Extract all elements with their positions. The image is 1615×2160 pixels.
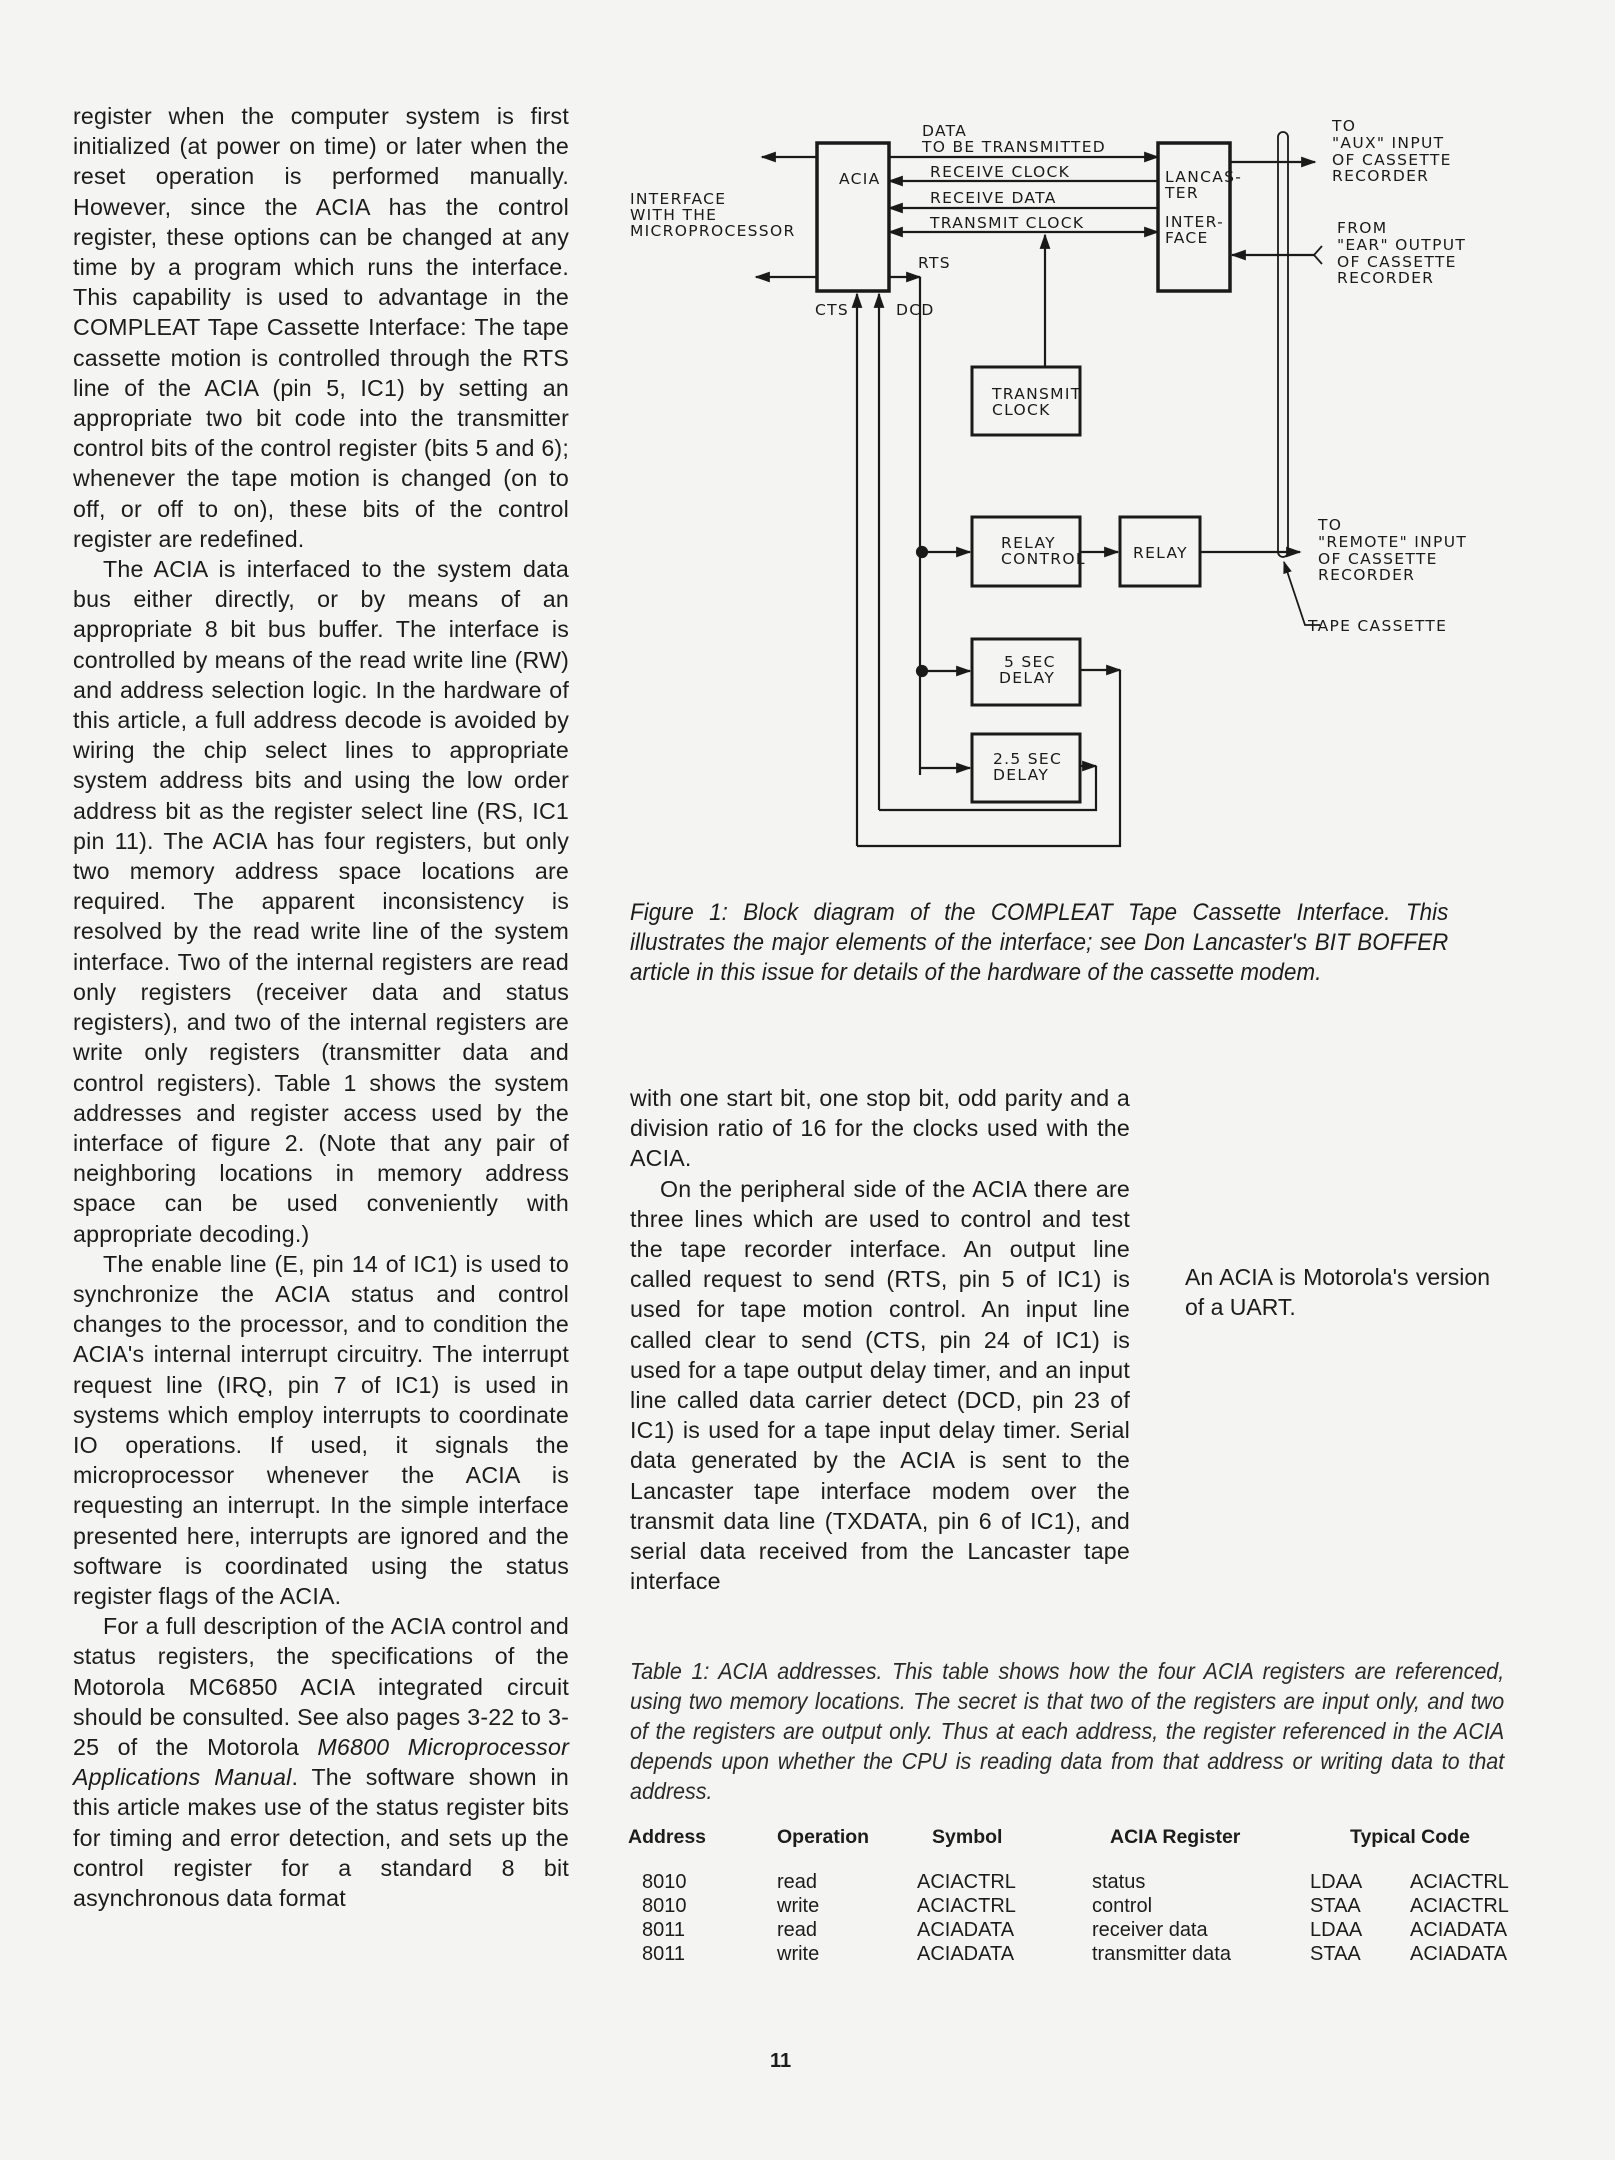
label-aux: OF CASSETTE: [1332, 151, 1452, 169]
label-remote: RECORDER: [1318, 566, 1416, 584]
cell-symbol: ACIADATA: [917, 1919, 1015, 1941]
label-delay-2-5: DELAY: [993, 766, 1050, 784]
cell-opcode: STAA: [1310, 1895, 1361, 1917]
middle-column: [630, 1083, 1130, 1596]
label-ear: RECORDER: [1337, 269, 1435, 287]
cell-symbol: ACIADATA: [917, 1943, 1015, 1965]
label-aux: "AUX" INPUT: [1332, 134, 1445, 152]
label-delay-2-5: 2.5 SEC: [993, 750, 1063, 768]
label-remote: "REMOTE" INPUT: [1318, 533, 1468, 551]
table-header-row: [628, 1826, 1550, 1870]
cell-operand: ACIADATA: [1410, 1919, 1508, 1941]
left-column: [73, 101, 569, 1913]
label-lancaster: INTER-: [1165, 213, 1224, 231]
label-relay: RELAY: [1133, 544, 1188, 562]
label-receive-data: RECEIVE DATA: [930, 189, 1057, 207]
paragraph: The enable line (E, pin 14 of IC1) is used to synchronize the ACIA status and control changes to the processor, and to condition the ACIA's internal interrupt circuitry. The interrupt request line (IRQ, pin 7 of IC1) is used in systems which employ interrupts to coordinate IO operations. If used, it signals the microprocessor whenever the ACIA is requesting an interrupt. In the simple interface presented here, interrupts are ignored and the software is coordinated using the status register flags of the ACIA.: [73, 1250, 569, 1609]
acia-box: [817, 143, 889, 291]
label-aux: RECORDER: [1332, 167, 1430, 185]
paragraph: with one start bit, one stop bit, odd parity and a division ratio of 16 for the clocks used with the ACIA.: [630, 1085, 1130, 1172]
label-ear: OF CASSETTE: [1337, 253, 1457, 271]
cell-opcode: STAA: [1310, 1943, 1361, 1965]
table-caption: Table 1: ACIA addresses. This table shows how the four ACIA registers are referenced, using two memory locations. The secret is that two of the registers are input only, and two of the registers are output only. Thus at each address, the register referenced in the ACIA depends upon whether the CPU is reading data from that address or writing data to that address.: [630, 1658, 1505, 1804]
cell-acia-register: status: [1092, 1871, 1146, 1893]
paragraph: The ACIA is interfaced to the system data bus either directly, or by means of an appropriate 8 bit bus buffer. The interface is controlled by means of the read write line (RW) and address selection logic. In the hardware of this article, a full address decode is avoided by wiring the chip select lines to appropriate system address bits and using the low order address bit as the register select line (RS, IC1 pin 11). The ACIA has four registers, but only two memory address space locations are required. The apparent inconsistency is resolved by the read write line of the system interface. Two of the internal registers are read only registers (receiver data and status registers), and two of the internal registers are write only registers (transmitter data and control registers). Table 1 shows the system addresses and register access used by the interface of figure 2. (Note that any pair of neighboring locations in memory address space can be used conveniently with appropriate decoding.): [73, 556, 569, 1247]
paragraph: On the peripheral side of the ACIA there are three lines which are used to control and test the tape recorder interface. An output line called request to send (RTS, pin 5 of IC1) is used for tape motion control. An input line called clear to send (CTS, pin 24 of IC1) is used for a tape output delay timer, and an input line called data carrier detect (DCD, pin 23 of IC1) is used for a tape input delay timer. Serial data generated by the ACIA is sent to the Lancaster tape interface modem over the transmit data line (TXDATA, pin 6 of IC1), and serial data received from the Lancaster tape interface: [630, 1175, 1130, 1595]
table-row: [628, 1942, 1550, 1966]
label-data: TO BE TRANSMITTED: [922, 138, 1107, 156]
cell-operation: read: [777, 1919, 818, 1941]
tape-cassette-outline: [1278, 132, 1288, 557]
cell-operation: read: [777, 1871, 818, 1893]
cell-acia-register: receiver data: [1092, 1919, 1208, 1941]
table-row: [628, 1894, 1550, 1918]
cell-address: 8011: [642, 1919, 686, 1941]
cell-opcode: LDAA: [1310, 1919, 1363, 1941]
figure-caption: Figure 1: Block diagram of the COMPLEAT Tape Cassette Interface. This illustrates the major elements of the interface; see Don Lancaster's BIT BOFFER article in this issue for details of the hardware of the cassette modem.: [630, 899, 1449, 986]
label-interface-with: WITH THE: [630, 206, 718, 224]
label-transmit-clock-line: TRANSMIT CLOCK: [930, 214, 1085, 232]
sidebar-note: An ACIA is Motorola's version of a UART.: [1185, 1264, 1490, 1320]
cell-symbol: ACIACTRL: [917, 1895, 1016, 1917]
acia-address-table: [628, 1826, 1550, 1966]
header-acia-register: ACIA Register: [1110, 1826, 1241, 1848]
label-acia: ACIA: [839, 170, 881, 188]
paragraph: [73, 1611, 569, 1913]
label-relay-control: RELAY: [1001, 534, 1056, 552]
label-cts: CTS: [815, 301, 850, 319]
paragraph: register when the computer system is first initialized (at power on time) or later when the reset operation is performed manually. However, since the ACIA has the control register, these options can be changed at any time by a program which runs the interface. This capability is used to advantage in the COMPLEAT Tape Cassette Interface: The tape cassette motion is controlled through the RTS line of the ACIA (pin 5, IC1) by setting an appropriate two bit code into the transmitter control bits of the control register (bits 5 and 6); whenever the tape motion is changed (on to off, or off to on), these bits of the control register are redefined.: [73, 103, 569, 552]
label-lancaster: FACE: [1165, 229, 1209, 247]
cell-acia-register: transmitter data: [1092, 1943, 1231, 1965]
header-typical-code: Typical Code: [1350, 1826, 1470, 1848]
header-address: Address: [628, 1826, 707, 1848]
label-transmit-clock-box: TRANSMIT: [992, 385, 1082, 403]
label-rts: RTS: [918, 254, 951, 272]
page-number: 11: [770, 2050, 792, 2072]
table-row: [628, 1870, 1550, 1894]
cell-operand: ACIACTRL: [1410, 1871, 1509, 1893]
cell-opcode: LDAA: [1310, 1871, 1363, 1893]
cell-address: 8011: [642, 1943, 686, 1965]
header-symbol: Symbol: [932, 1826, 1003, 1848]
label-ear: "EAR" OUTPUT: [1337, 236, 1467, 254]
label-interface-with: MICROPROCESSOR: [630, 222, 796, 240]
table-row: [628, 1918, 1550, 1942]
cell-acia-register: control: [1092, 1895, 1153, 1917]
label-dcd: DCD: [896, 301, 935, 319]
label-transmit-clock-box: CLOCK: [992, 401, 1051, 419]
label-delay-5: 5 SEC: [1004, 653, 1056, 671]
cell-operation: write: [777, 1895, 820, 1917]
manual-title: M6800 Microprocessor Applications Manual: [73, 1733, 569, 1791]
cell-operation: write: [777, 1943, 820, 1965]
cell-operand: ACIACTRL: [1410, 1895, 1509, 1917]
label-receive-clock: RECEIVE CLOCK: [930, 163, 1071, 181]
paragraph-text: For a full description of the ACIA control and status registers, the specifications of the Motorola MC6850 ACIA integrated circuit should be consulted. See also pages 3-22 to 3-25 of the Motorola: [73, 1613, 569, 1760]
label-lancaster: TER: [1165, 184, 1199, 202]
block-diagram: [620, 100, 1520, 870]
label-ear: FROM: [1337, 219, 1388, 237]
label-relay-control: CONTROL: [1001, 550, 1086, 568]
cell-operand: ACIADATA: [1410, 1943, 1508, 1965]
paragraph-text: . The software shown in this article makes use of the status register bits for timing and error detection, and sets up the control register for a standard 8 bit asynchronous data format: [73, 1764, 569, 1911]
header-operation: Operation: [777, 1826, 870, 1848]
label-tape-cassette: TAPE CASSETTE: [1308, 617, 1448, 635]
label-data: DATA: [922, 122, 968, 140]
label-lancaster: LANCAS-: [1165, 168, 1243, 186]
cell-address: 8010: [642, 1895, 687, 1917]
label-delay-5: DELAY: [999, 669, 1056, 687]
label-aux: TO: [1332, 117, 1357, 135]
cell-symbol: ACIACTRL: [917, 1871, 1016, 1893]
label-interface-with: INTERFACE: [630, 190, 727, 208]
label-remote: OF CASSETTE: [1318, 550, 1438, 568]
cell-address: 8010: [642, 1871, 687, 1893]
label-remote: TO: [1318, 516, 1343, 534]
